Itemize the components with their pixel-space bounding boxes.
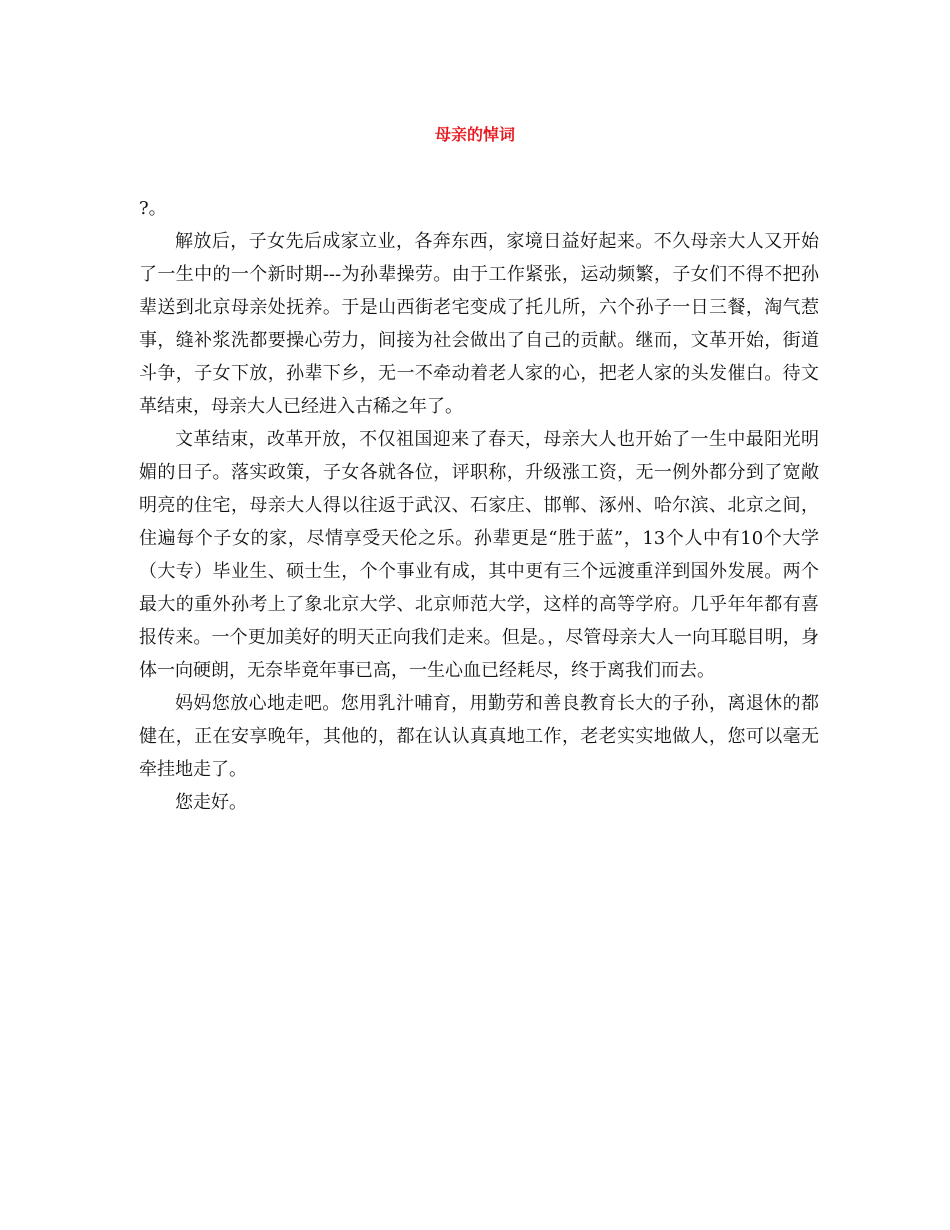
paragraph-1: 解放后，子女先后成家立业，各奔东西，家境日益好起来。不久母亲大人又开始了一生中的一个新时期---为孙辈操劳。由于工作紧张，运动频繁，子女们不得不把孙辈送到北京母亲处抚养。于是山西街老宅变成了托儿所，六个孙子一日三餐，淘气惹事，缝补浆洗都要操心劳力，间接为社会做出了自己的贡献。继而，文革开始，街道斗争，子女下放，孙辈下乡，无一不牵动着老人家的心，把老人家的头发催白。待文革结束，母亲大人已经进入古稀之年了。 — [139, 231, 819, 417]
paragraph-0: ?。 — [139, 198, 167, 219]
paragraph-2: 文革结束，改革开放，不仅祖国迎来了春天，母亲大人也开始了一生中最阳光明媚的日子。落实政策，子女各就各位，评职称，升级涨工资，无一例外都分到了宽敞明亮的住宅，母亲大人得以往返于武汉、石家庄、邯郸、涿州、哈尔滨、北京之间，住遍每个子女的家，尽情享受天伦之乐。孙辈更是“胜于蓝”，13个人中有10个大学（大专）毕业生、硕士生，个个事业有成，其中更有三个远渡重洋到国外发展。两个最大的重外孙考上了象北京大学、北京师范大学，这样的高等学府。几乎年年都有喜报传来。一个更加美好的明天正向我们走来。但是。，尽管母亲大人一向耳聪目明，身体一向硬朗，无奈毕竟年事已高，一生心血已经耗尽，终于离我们而去。 — [139, 429, 819, 681]
document-body — [139, 192, 819, 819]
paragraph-4: 您走好。 — [175, 792, 247, 813]
document-title: 母亲的悼词 — [434, 125, 515, 144]
paragraph-3: 妈妈您放心地走吧。您用乳汁哺育，用勤劳和善良教育长大的子孙，离退休的都健在，正在安享晚年，其他的，都在认认真真地工作，老老实实地做人，您可以毫无牵挂地走了。 — [139, 693, 819, 780]
